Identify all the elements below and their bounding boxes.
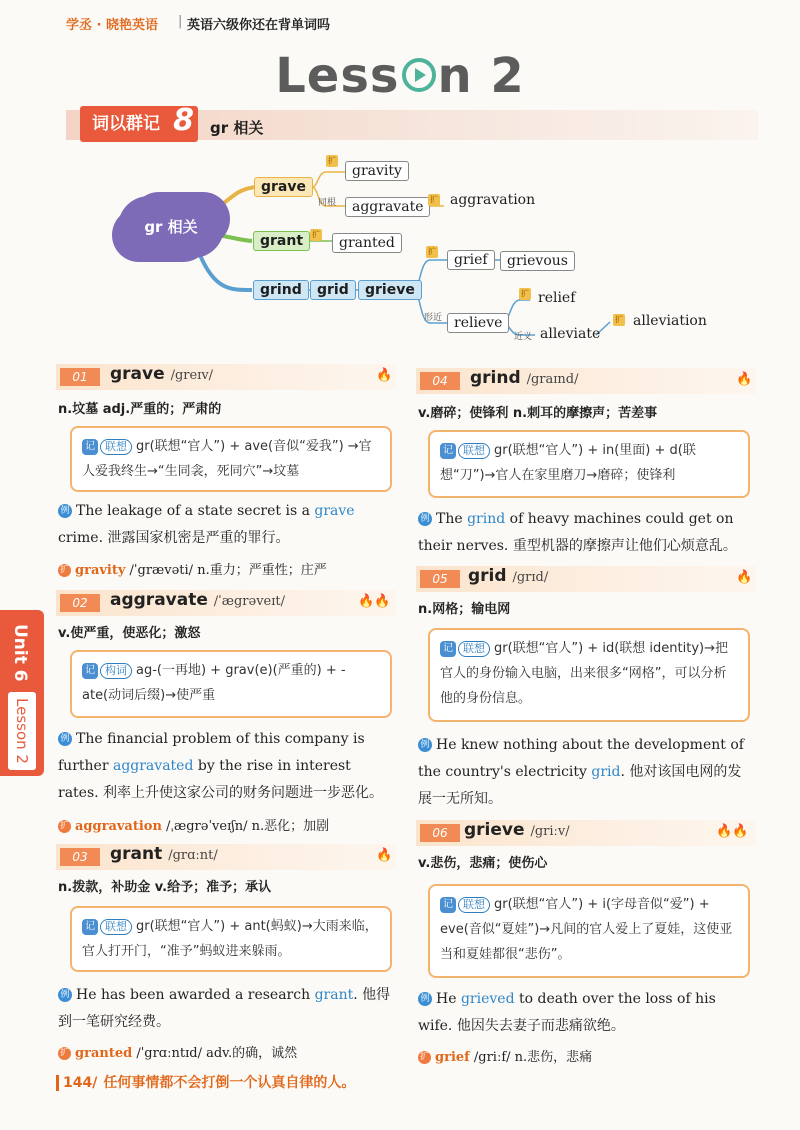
extension-icon: 扩 xyxy=(615,315,623,324)
example-sentence xyxy=(418,506,754,560)
definition: v.悲伤，悲痛；使伤心 xyxy=(418,856,548,871)
example-text: . 他得到一笔研究经费。 xyxy=(58,987,391,1030)
extension-text: /ˈgrɑːntɪd/ adv.的确，诚然 xyxy=(132,1046,298,1061)
memory-icon: 记 xyxy=(440,897,456,913)
node-alleviate: alleviate xyxy=(540,326,601,342)
fire-icon: 🔥 xyxy=(376,848,393,863)
node-aggravation: aggravation xyxy=(450,192,536,208)
node-grid: grid xyxy=(310,280,356,300)
memory-icon: 记 xyxy=(82,439,98,455)
example-text: The xyxy=(436,511,468,527)
example-text: He has been awarded a research xyxy=(76,987,315,1003)
example-icon: 例 xyxy=(418,992,432,1006)
example-sentence xyxy=(58,982,394,1036)
memory-label: 联想 xyxy=(100,919,132,935)
entry-number: 06 xyxy=(420,824,460,842)
word-text: aggravate xyxy=(110,590,208,610)
footer-motto: 任何事情都不会打倒一个认真自律的人。 xyxy=(103,1075,356,1091)
phonetic: /ˈægrəveɪt/ xyxy=(213,594,285,609)
example-text: The leakage of a state secret is a xyxy=(76,503,315,519)
extension-line xyxy=(58,559,327,578)
fire-icon: 🔥 xyxy=(736,372,753,387)
entry-header xyxy=(416,566,756,592)
example-text: to death over the loss of his wife. 他因失去妻子而悲痛欲绝。 xyxy=(418,991,716,1034)
extension-word: grief xyxy=(435,1050,470,1065)
header-separator: | xyxy=(178,14,183,29)
entry-word xyxy=(110,364,213,384)
example-icon: 例 xyxy=(58,988,72,1002)
phonetic: /griːv/ xyxy=(530,824,570,839)
entry-header xyxy=(56,844,396,870)
memory-icon: 记 xyxy=(440,641,456,657)
memory-text: gr(联想“官人”) + in(里面) + d(联想“刀”)→官人在家里磨刀→磨碎；使锋利 xyxy=(440,443,696,483)
memory-box xyxy=(428,430,750,498)
node-alleviation: alleviation xyxy=(633,313,707,329)
shape-tag: 形近 xyxy=(424,313,443,323)
fire-icon: 🔥 xyxy=(736,570,753,585)
example-sentence xyxy=(58,498,398,552)
definition: n.拨款，补助金 v.给予；准予；承认 xyxy=(58,880,272,895)
extension-icon: 扩 xyxy=(521,289,529,298)
entry-header xyxy=(56,364,396,390)
example-icon: 例 xyxy=(58,732,72,746)
memory-label: 构词 xyxy=(100,663,132,679)
memory-label: 联想 xyxy=(100,439,132,455)
phonetic: /grɑːnt/ xyxy=(168,848,218,863)
example-text: by the rise in interest rates. 利率上升使这家公司的财务问题进一步恶化。 xyxy=(58,758,384,801)
page-number: 144/ xyxy=(56,1075,97,1091)
page-footer xyxy=(56,1072,355,1092)
fire-icon: 🔥🔥 xyxy=(716,824,749,839)
lesson-title-right: n 2 xyxy=(437,48,525,104)
node-grind: grind xyxy=(253,280,309,300)
memory-box xyxy=(70,426,392,492)
memory-box xyxy=(70,650,392,718)
memory-text: gr(联想“官人”) + id(联想 identity)→把官人的身份输入电脑，出来很多“网格”，可以分析他的身份信息。 xyxy=(440,641,729,706)
example-sentence xyxy=(418,986,754,1040)
node-grievous: grievous xyxy=(500,251,575,271)
example-text: . 他对该国电网的发展一无所知。 xyxy=(418,764,742,807)
memory-label: 联想 xyxy=(458,897,490,913)
phonetic: /grɪd/ xyxy=(512,570,549,585)
unit-label: Unit 6 xyxy=(10,624,30,682)
word-text: grave xyxy=(110,364,165,384)
entry-word xyxy=(110,590,285,610)
memory-box xyxy=(428,628,750,722)
synonym-tag: 近义 xyxy=(514,332,533,342)
memory-text: ag-(一再地) + grav(e)(严重的) + -ate(动词后缀)→使严重 xyxy=(82,663,346,703)
extension-icon: 扩 xyxy=(59,565,69,575)
play-icon[interactable] xyxy=(402,58,436,92)
group-number: 8 xyxy=(173,103,194,138)
extension-icon: 扩 xyxy=(430,195,438,204)
extension-text: /ˌægrəˈveɪʃn/ n.恶化；加剧 xyxy=(161,819,330,834)
example-keyword: grant xyxy=(314,987,354,1003)
word-text: grind xyxy=(470,368,521,388)
memory-box xyxy=(428,884,750,978)
node-grieve: grieve xyxy=(358,280,422,300)
extension-icon: 扩 xyxy=(59,1048,69,1058)
group-label: 词以群记 xyxy=(92,114,160,134)
entry-word xyxy=(110,844,218,864)
entry-number: 03 xyxy=(60,848,100,866)
node-granted: granted xyxy=(332,233,402,253)
extension-icon: 扩 xyxy=(428,247,436,256)
entry-number: 04 xyxy=(420,372,460,390)
memory-text: gr(联想“官人”) + ave(音似“爱我”) →官人爱我终生→“生同衾，死同穴”→坟墓 xyxy=(82,439,372,479)
entry-word xyxy=(464,820,570,840)
memory-icon: 记 xyxy=(440,443,456,459)
example-sentence xyxy=(58,726,394,807)
extension-word: aggravation xyxy=(75,819,162,834)
extension-line xyxy=(58,1042,297,1061)
memory-icon: 记 xyxy=(82,919,98,935)
unit-side-tab xyxy=(0,610,44,776)
phonetic: /greɪv/ xyxy=(170,368,214,383)
book-title: 英语六级你还在背单词吗 xyxy=(187,18,331,33)
example-keyword: grave xyxy=(314,503,355,519)
extension-icon: 扩 xyxy=(59,821,69,831)
memory-icon: 记 xyxy=(82,663,98,679)
memory-text: gr(联想“官人”) + ant(蚂蚁)→大雨来临，官人打开门，“准予”蚂蚁进来躲雨。 xyxy=(82,919,378,959)
definition: n.网格；输电网 xyxy=(418,602,511,617)
extension-text: /griːf/ n.悲伤，悲痛 xyxy=(469,1050,593,1065)
example-icon: 例 xyxy=(58,504,72,518)
entry-number: 01 xyxy=(60,368,100,386)
extension-text: /ˈgrævəti/ n.重力；严重性；庄严 xyxy=(125,563,327,578)
entry-word xyxy=(468,566,548,586)
memory-label: 联想 xyxy=(458,443,490,459)
fire-icon: 🔥 xyxy=(376,368,393,383)
node-relief: relief xyxy=(538,290,576,306)
page-header xyxy=(0,0,800,40)
example-icon: 例 xyxy=(418,738,432,752)
node-gravity: gravity xyxy=(345,161,409,181)
node-grant: grant xyxy=(253,231,310,251)
extension-word: gravity xyxy=(75,563,126,578)
node-grave: grave xyxy=(254,177,313,197)
extension-line xyxy=(58,815,329,834)
phonetic: /graɪnd/ xyxy=(526,372,579,387)
example-keyword: grid xyxy=(591,764,621,780)
entry-header xyxy=(416,368,756,394)
node-aggravate: aggravate xyxy=(345,197,430,217)
word-text: grant xyxy=(110,844,163,864)
fire-icon: 🔥🔥 xyxy=(358,594,391,609)
example-keyword: grind xyxy=(467,511,506,527)
example-text: crime. 泄露国家机密是严重的罪行。 xyxy=(58,530,290,546)
extension-icon: 扩 xyxy=(328,156,336,165)
example-text: He xyxy=(436,991,461,1007)
node-relieve: relieve xyxy=(447,313,509,333)
memory-label: 联想 xyxy=(458,641,490,657)
example-icon: 例 xyxy=(418,512,432,526)
entry-word xyxy=(470,368,578,388)
lesson-title xyxy=(0,48,800,104)
word-text: grieve xyxy=(464,820,525,840)
extension-word: granted xyxy=(75,1046,133,1061)
example-sentence xyxy=(418,732,754,813)
node-grief: grief xyxy=(447,250,495,270)
example-keyword: aggravated xyxy=(112,758,194,774)
memory-box xyxy=(70,906,392,972)
group-subtitle: gr 相关 xyxy=(210,119,264,137)
definition: v.使严重，使恶化；激怒 xyxy=(58,626,201,641)
same-root-tag: 同根 xyxy=(318,198,337,208)
example-text: He knew nothing about the development of the country's electricity xyxy=(418,737,744,780)
example-keyword: grieved xyxy=(460,991,515,1007)
brand-label: 学丞 · 晓艳英语 xyxy=(66,18,158,33)
extension-icon: 扩 xyxy=(312,230,320,239)
lesson-title-left: Less xyxy=(275,48,400,104)
example-text: of heavy machines could get on their nerves. 重型机器的摩擦声让他们心烦意乱。 xyxy=(418,511,737,554)
lesson-label: Lesson 2 xyxy=(8,692,36,770)
group-tag xyxy=(80,103,198,142)
mindmap-root: gr 相关 xyxy=(118,196,224,258)
entry-number: 05 xyxy=(420,570,460,588)
definition: v.磨碎；使锋利 n.刺耳的摩擦声；苦差事 xyxy=(418,406,658,421)
definition: n.坟墓 adj.严重的；严肃的 xyxy=(58,402,222,417)
extension-icon: 扩 xyxy=(419,1052,429,1062)
memory-text: gr(联想“官人”) + i(字母音似“爱”) + eve(音似“夏娃”)→凡间的官人爱上了夏娃，这使亚当和夏娃都很“悲伤”。 xyxy=(440,897,733,962)
entry-number: 02 xyxy=(60,594,100,612)
extension-line xyxy=(418,1046,592,1065)
example-text: The financial problem of this company is further xyxy=(58,731,365,774)
word-text: grid xyxy=(468,566,507,586)
